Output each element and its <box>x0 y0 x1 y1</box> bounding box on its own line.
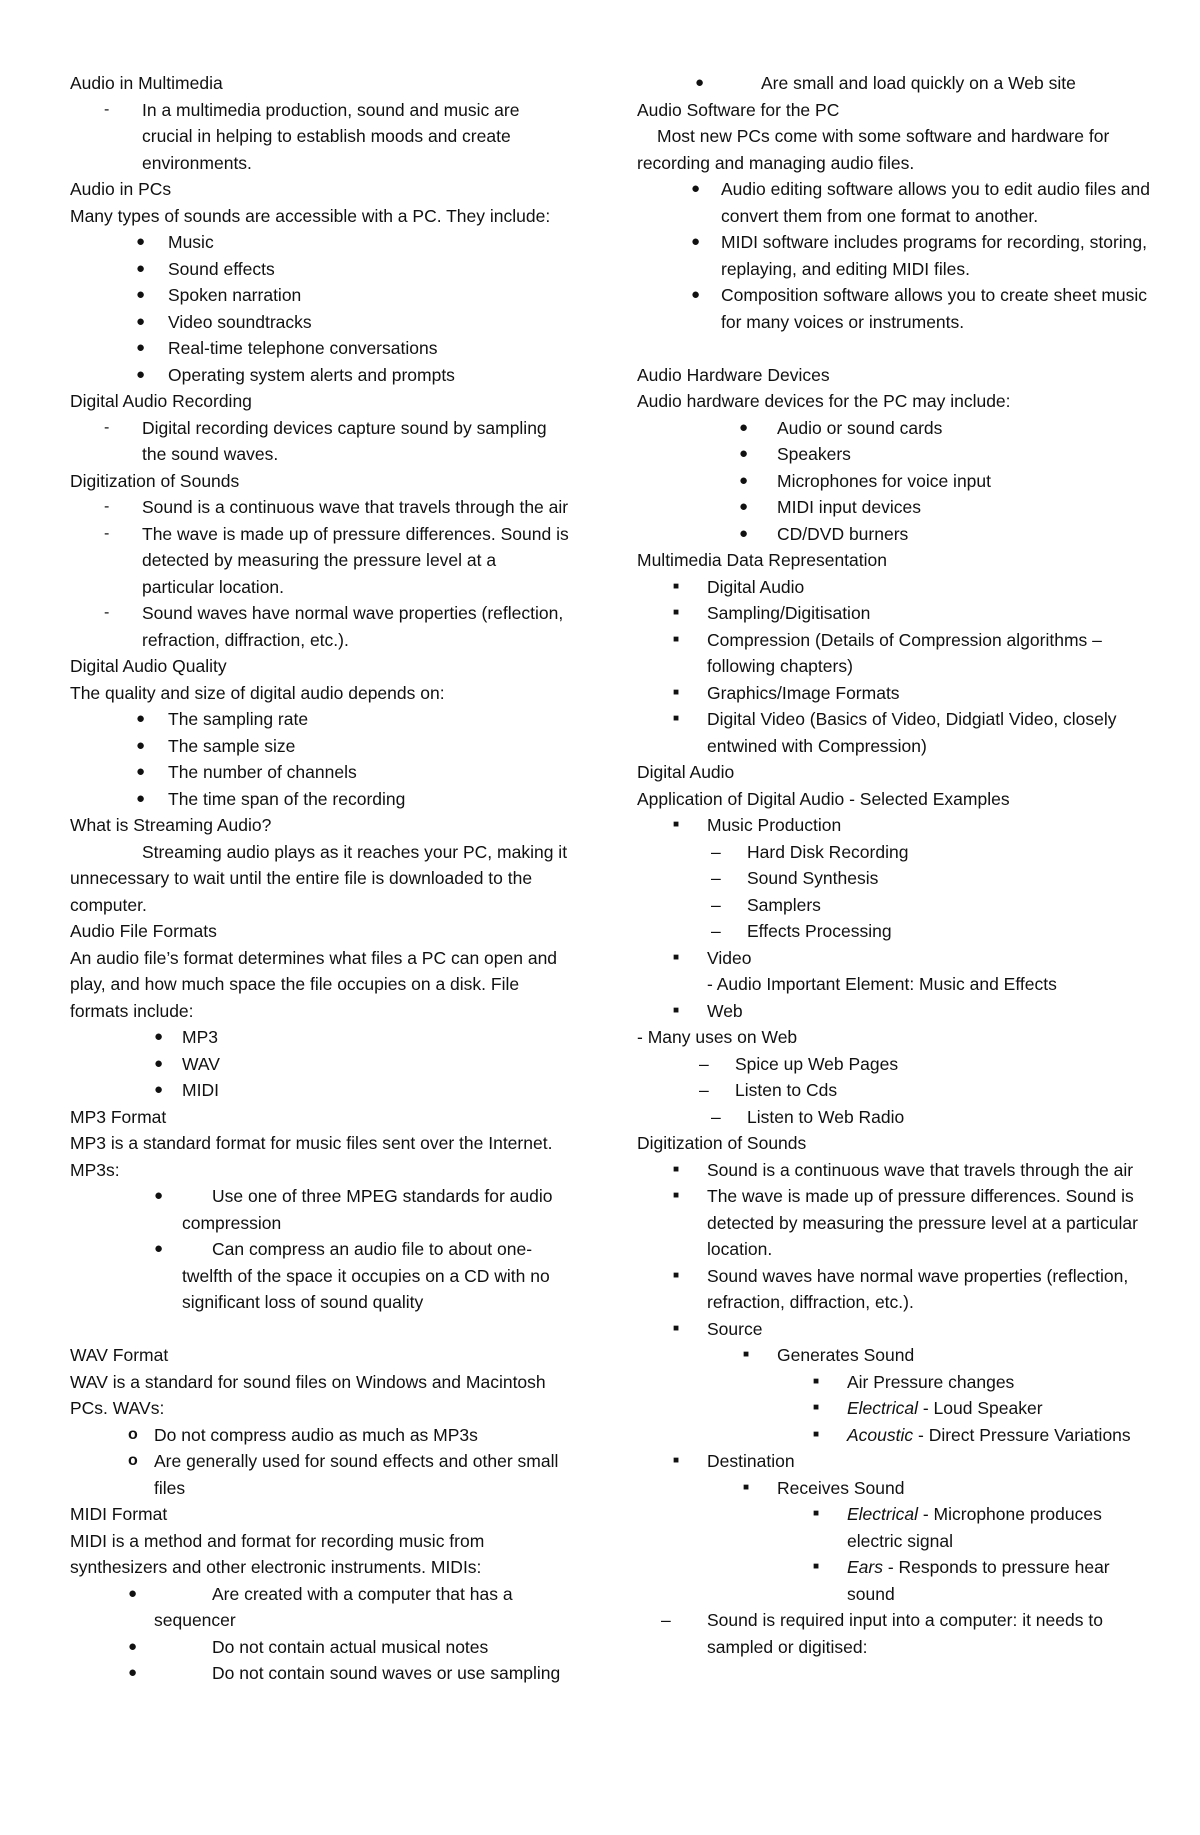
list-item <box>70 256 570 283</box>
list-item <box>637 1316 1157 1343</box>
list-item <box>70 786 570 813</box>
circle-bullet-icon: o <box>128 1425 138 1443</box>
list-item-text: CD/DVD burners <box>777 523 909 544</box>
list-item <box>637 1104 1157 1131</box>
list-item <box>70 1077 570 1104</box>
bullet-icon: ● <box>695 74 705 91</box>
list-item <box>637 229 1157 282</box>
bullet-icon: ● <box>154 1028 164 1045</box>
list-item <box>637 1395 1157 1422</box>
list-item <box>637 1501 1157 1554</box>
list-item <box>637 574 1157 601</box>
list-item-text: Sound waves have normal wave properties (reflection, refraction, diffraction, etc.). <box>707 1265 1129 1312</box>
list-item-text: Samplers <box>747 894 821 915</box>
list-item <box>637 521 1157 548</box>
section-heading: Audio Hardware Devices <box>637 364 830 385</box>
dash-bullet-icon: - <box>104 100 110 118</box>
list-item-text: MIDI input devices <box>777 497 921 517</box>
list-item-text: Graphics/Image Formats <box>707 682 900 703</box>
list-item <box>637 998 1157 1025</box>
list-item-text: WAV <box>182 1053 220 1074</box>
list-item <box>637 918 1157 945</box>
list-item <box>637 1475 1157 1502</box>
bullet-icon: ● <box>128 1584 138 1602</box>
list-item <box>637 812 1157 839</box>
list-item-text: The number of channels <box>168 762 357 782</box>
bullet-icon: ● <box>136 259 146 277</box>
list-item-text: Operating system alerts and prompts <box>168 364 455 385</box>
paragraph: MP3 is a standard format for music files sent over the Internet. MP3s: <box>70 1133 553 1180</box>
square-bullet-icon: ■ <box>673 1190 680 1201</box>
en-dash-bullet-icon: – <box>711 894 721 915</box>
bullet-icon: ● <box>128 1664 138 1681</box>
bullet-icon: ● <box>128 1637 138 1655</box>
list-item <box>637 1263 1157 1316</box>
list-item-text: Are generally used for sound effects and other small files <box>154 1451 559 1498</box>
list-item <box>637 494 1157 521</box>
list-item <box>637 706 1157 759</box>
paragraph: Most new PCs come with some software and hardware for recording and managing audio files. <box>637 126 1110 173</box>
list-item-text: MIDI software includes programs for recording, storing, replaying, and editing MIDI files. <box>721 232 1147 279</box>
list-item <box>637 282 1157 335</box>
paragraph: An audio file’s format determines what files a PC can open and play, and how much space the file occupies on a disk. File formats include: <box>70 947 558 1021</box>
list-item-text: Digital recording devices capture sound by sampling the sound waves. <box>142 417 547 464</box>
list-item <box>70 1448 570 1501</box>
list-item-text: Composition software allows you to create sheet music for many voices or instruments. <box>721 285 1148 332</box>
bullet-icon: ● <box>691 286 701 303</box>
list-item-text: Can compress an audio file to about one-twelfth of the space it occupies on a CD with no significant loss of sound quality <box>182 1239 550 1312</box>
list-item <box>637 1369 1157 1396</box>
list-item <box>70 1634 570 1661</box>
section-heading: Digitization of Sounds <box>637 1133 807 1153</box>
section-heading: MP3 Format <box>70 1106 167 1127</box>
list-item <box>70 1183 570 1236</box>
list-item-text: MIDI <box>182 1080 219 1100</box>
square-bullet-icon: ■ <box>813 1428 820 1440</box>
list-item <box>70 521 570 601</box>
en-dash-bullet-icon: – <box>711 1106 721 1127</box>
en-dash-bullet-icon: – <box>661 1610 671 1630</box>
section-heading: Digitization of Sounds <box>70 470 240 491</box>
section-heading: MIDI Format <box>70 1504 168 1524</box>
list-item-text: Video soundtracks <box>168 311 312 332</box>
section-heading: WAV Format <box>70 1345 169 1365</box>
list-item-text <box>847 1425 1131 1445</box>
left-column <box>70 70 570 1687</box>
list-item <box>637 1157 1157 1184</box>
paragraph: Streaming audio plays as it reaches your PC, making it unnecessary to wait until the entire file is downloaded to the computer. <box>70 841 568 915</box>
list-item-text: MP3 <box>182 1027 218 1047</box>
list-item <box>637 1554 1157 1607</box>
list-item-text <box>847 1398 1043 1418</box>
section-heading: Audio in Multimedia <box>70 73 223 93</box>
dash-bullet-icon: - <box>104 524 110 542</box>
square-bullet-icon: ■ <box>673 607 680 618</box>
bullet-icon: ● <box>154 1081 164 1098</box>
bullet-icon: ● <box>691 180 701 197</box>
list-item-text: Audio or sound cards <box>777 417 943 438</box>
list-item-text: Do not compress audio as much as MP3s <box>154 1424 478 1445</box>
list-item-text: Video <box>707 947 752 968</box>
list-item-text: The time span of the recording <box>168 788 406 809</box>
list-item <box>70 759 570 786</box>
square-bullet-icon: ■ <box>673 819 680 830</box>
section-heading: Digital Audio Recording <box>70 391 252 411</box>
square-bullet-icon: ■ <box>673 686 680 698</box>
dash-bullet-icon: - <box>104 604 110 621</box>
section-heading: What is Streaming Audio? <box>70 815 272 835</box>
list-item-text: Generates Sound <box>777 1345 915 1365</box>
list-item-text: Listen to Web Radio <box>747 1106 905 1127</box>
bullet-icon: ● <box>154 1054 164 1072</box>
list-item-rest: - Direct Pressure Variations <box>913 1424 1131 1445</box>
list-item-text: Music Production <box>707 815 842 835</box>
square-bullet-icon: ■ <box>673 1163 680 1175</box>
square-bullet-icon: ■ <box>673 1004 680 1016</box>
list-item-text: Destination <box>707 1451 795 1471</box>
square-bullet-icon: ■ <box>673 1269 680 1281</box>
list-item-text: Spoken narration <box>168 285 302 305</box>
section-heading: Multimedia Data Representation <box>637 550 887 570</box>
blank-line <box>70 1316 570 1343</box>
bullet-icon: ● <box>136 710 146 727</box>
list-item-text <box>847 1557 1110 1604</box>
list-item-text: Sound is required input into a computer: it needs to sampled or digitised: <box>707 1610 1103 1657</box>
list-item-rest: - Loud Speaker <box>918 1398 1043 1418</box>
list-item-text: Air Pressure changes <box>847 1371 1015 1392</box>
list-item-text: Sound is a continuous wave that travels through the air <box>707 1159 1134 1180</box>
list-item-text: Digital Audio <box>707 576 805 597</box>
list-item <box>70 97 570 177</box>
list-item-text: Are created with a computer that has a sequencer <box>154 1583 513 1630</box>
paragraph: The quality and size of digital audio depends on: <box>70 682 445 703</box>
list-item-text: In a multimedia production, sound and music are crucial in helping to establish moods and create environments. <box>142 99 520 173</box>
list-item <box>637 441 1157 468</box>
list-item <box>637 600 1157 627</box>
bullet-icon: ● <box>739 418 749 436</box>
list-item-text: Hard Disk Recording <box>747 841 909 862</box>
bullet-icon: ● <box>739 445 749 462</box>
emphasis-term: Ears <box>847 1557 883 1577</box>
bullet-icon: ● <box>136 233 146 250</box>
section-heading: Audio File Formats <box>70 921 217 941</box>
square-bullet-icon: ■ <box>673 713 680 724</box>
list-item-text: Are small and load quickly on a Web site <box>761 73 1076 93</box>
dash-bullet-icon: - <box>104 418 110 436</box>
square-bullet-icon: ■ <box>813 1402 820 1413</box>
square-bullet-icon: ■ <box>813 1375 820 1387</box>
list-item <box>70 335 570 362</box>
square-bullet-icon: ■ <box>813 1508 820 1519</box>
section-heading: Digital Audio Quality <box>70 656 227 676</box>
list-item <box>637 1342 1157 1369</box>
list-item-text: Real-time telephone conversations <box>168 338 438 358</box>
paragraph: Audio hardware devices for the PC may include: <box>637 391 1011 411</box>
list-item-text: Sound Synthesis <box>747 868 879 888</box>
list-item-text: The wave is made up of pressure differences. Sound is detected by measuring the pressure level at a particular location. <box>142 523 569 597</box>
list-item-text: Digital Video (Basics of Video, Didgiatl Video, closely entwined with Compression) <box>707 709 1117 756</box>
paragraph: - Many uses on Web <box>637 1027 798 1047</box>
list-item <box>70 494 570 521</box>
list-item-text: Do not contain actual musical notes <box>212 1636 489 1657</box>
list-item-text: Microphones for voice input <box>777 470 991 491</box>
square-bullet-icon: ■ <box>743 1349 750 1360</box>
list-item-text: Sound effects <box>168 258 275 279</box>
emphasis-term: Electrical <box>847 1398 918 1418</box>
list-item <box>637 945 1157 972</box>
paragraph: Many types of sounds are accessible with a PC. They include: <box>70 205 551 226</box>
list-item <box>637 1422 1157 1449</box>
bullet-icon: ● <box>136 339 146 356</box>
list-item <box>637 468 1157 495</box>
list-item-text: The wave is made up of pressure differences. Sound is detected by measuring the pressure level at a particular location. <box>707 1186 1138 1259</box>
list-item <box>637 1183 1157 1263</box>
list-item <box>70 1024 570 1051</box>
bullet-icon: ● <box>136 365 146 383</box>
list-item <box>637 70 1157 97</box>
list-item-text: Music <box>168 232 214 252</box>
bullet-icon: ● <box>154 1187 164 1204</box>
list-item <box>637 415 1157 442</box>
bullet-icon: ● <box>154 1240 164 1257</box>
list-item-text: Spice up Web Pages <box>735 1053 899 1074</box>
list-item <box>637 1448 1157 1475</box>
paragraph: WAV is a standard for sound files on Windows and Macintosh PCs. WAVs: <box>70 1371 546 1418</box>
list-item-text: Speakers <box>777 444 851 464</box>
emphasis-term: Acoustic <box>847 1424 914 1445</box>
list-item <box>637 1607 1157 1660</box>
list-item <box>70 1051 570 1078</box>
list-item <box>70 362 570 389</box>
list-item-text <box>847 1504 1102 1551</box>
paragraph: - Audio Important Element: Music and Effects <box>707 974 1057 994</box>
list-item <box>70 309 570 336</box>
paragraph: MIDI is a method and format for recording music from synthesizers and other electronic instruments. MIDIs: <box>70 1530 485 1577</box>
list-item-text: Sound waves have normal wave properties (reflection, refraction, diffraction, etc.). <box>142 603 564 650</box>
list-item-text: Web <box>707 1000 743 1021</box>
en-dash-bullet-icon: – <box>699 1053 709 1074</box>
list-item-text: Sound is a continuous wave that travels through the air <box>142 497 569 517</box>
list-item <box>637 627 1157 680</box>
square-bullet-icon: ■ <box>673 580 680 592</box>
list-item-text: Use one of three MPEG standards for audio compression <box>182 1186 553 1233</box>
square-bullet-icon: ■ <box>743 1481 750 1493</box>
list-item-text: The sample size <box>168 735 296 756</box>
square-bullet-icon: ■ <box>813 1561 820 1572</box>
list-item-text: Compression (Details of Compression algorithms – following chapters) <box>707 629 1102 676</box>
list-item-text: The sampling rate <box>168 709 309 729</box>
bullet-icon: ● <box>136 763 146 780</box>
emphasis-term: Electrical <box>847 1504 918 1524</box>
list-item-text: Sampling/Digitisation <box>707 603 871 623</box>
list-item-text: Source <box>707 1318 763 1339</box>
list-item <box>637 1051 1157 1078</box>
list-item <box>70 600 570 653</box>
right-column <box>637 70 1157 1660</box>
list-item-text: Do not contain sound waves or use sampling <box>212 1663 561 1683</box>
dash-bullet-icon: - <box>104 498 110 515</box>
blank-line <box>637 335 1157 362</box>
list-item <box>70 1236 570 1316</box>
bullet-icon: ● <box>136 312 146 330</box>
list-item-text: Listen to Cds <box>735 1080 838 1100</box>
list-item-rest: - Responds to pressure hear sound <box>847 1557 1110 1604</box>
list-item <box>70 229 570 256</box>
list-item <box>70 1581 570 1634</box>
list-item <box>637 1077 1157 1104</box>
list-item <box>70 733 570 760</box>
list-item <box>637 865 1157 892</box>
square-bullet-icon: ■ <box>673 1455 680 1466</box>
list-item <box>70 706 570 733</box>
square-bullet-icon: ■ <box>673 951 680 963</box>
list-item <box>70 1422 570 1449</box>
bullet-icon: ● <box>739 524 749 542</box>
list-item-text: Effects Processing <box>747 921 892 941</box>
section-heading: Audio Software for the PC <box>637 99 840 120</box>
bullet-icon: ● <box>691 233 701 250</box>
list-item <box>637 839 1157 866</box>
bullet-icon: ● <box>739 498 749 515</box>
list-item <box>637 176 1157 229</box>
bullet-icon: ● <box>136 736 146 754</box>
list-item-text: Receives Sound <box>777 1477 905 1498</box>
list-item-rest: - Microphone produces electric signal <box>847 1504 1102 1551</box>
list-item <box>70 1660 570 1687</box>
section-heading: Audio in PCs <box>70 179 172 199</box>
bullet-icon: ● <box>136 286 146 303</box>
list-item <box>637 680 1157 707</box>
en-dash-bullet-icon: – <box>699 1080 709 1100</box>
en-dash-bullet-icon: – <box>711 868 721 888</box>
square-bullet-icon: ■ <box>673 633 680 645</box>
bullet-icon: ● <box>739 471 749 489</box>
en-dash-bullet-icon: – <box>711 841 721 862</box>
list-item <box>70 282 570 309</box>
bullet-icon: ● <box>136 789 146 807</box>
section-heading: Digital Audio <box>637 762 735 782</box>
list-item <box>70 415 570 468</box>
circle-bullet-icon: o <box>128 1452 138 1469</box>
en-dash-bullet-icon: – <box>711 921 721 941</box>
square-bullet-icon: ■ <box>673 1322 680 1334</box>
list-item <box>637 892 1157 919</box>
section-heading: Application of Digital Audio - Selected Examples <box>637 788 1010 809</box>
list-item-text: Audio editing software allows you to edit audio files and convert them from one format to another. <box>721 179 1151 226</box>
